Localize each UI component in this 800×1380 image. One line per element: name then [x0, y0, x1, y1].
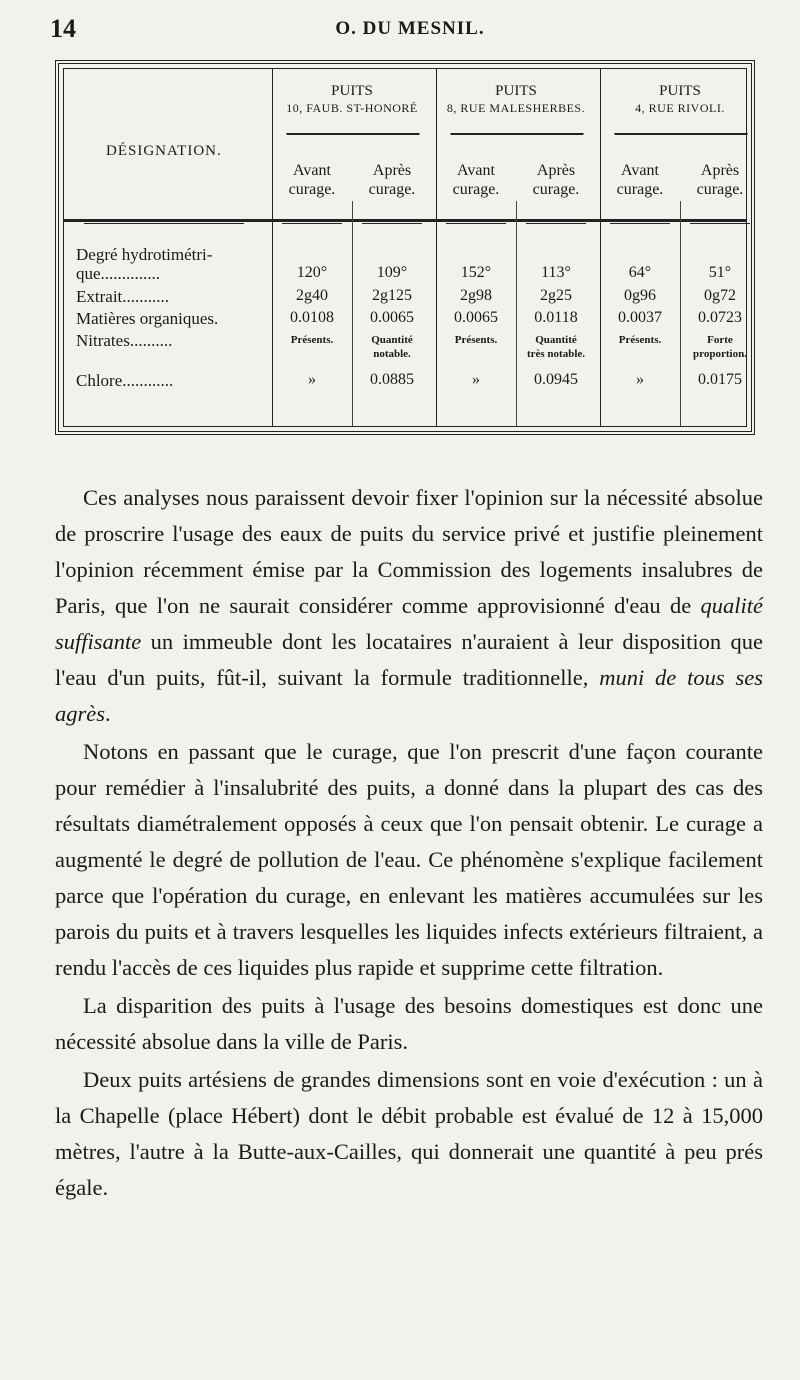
table-cell-line: Forte: [707, 334, 733, 346]
emphasis-muni: muni de tous ses agrès: [55, 665, 764, 726]
subcolumn-rule: [282, 223, 342, 224]
table-cell: 2g25: [540, 287, 572, 304]
paragraph-3: La disparition des puits à l'usage des besoins domestiques est donc une nécessité absolue dans la ville de Paris.: [55, 993, 763, 1054]
group-brace: [450, 133, 584, 141]
table-cell: 0.0885: [370, 371, 414, 388]
subcolumn-word: Avant: [457, 162, 495, 179]
subcolumn-word: Avant: [293, 162, 331, 179]
table-cell: [436, 333, 516, 347]
group-location: 8, RUE MALESHERBES.: [446, 101, 586, 115]
subcolumn-header: [352, 161, 432, 199]
subcolumn-word: curage.: [696, 181, 744, 198]
paragraph-4: Deux puits artésiens de grandes dimensions sont en voie d'exécution : un à la Chapelle (place Hébert) dont le débit probable est évalué de 12 à 15,000 mètres, l'autre à la Butte-aux-Cailles, qui donnerait une quantité à peu prés égale.: [55, 1067, 763, 1200]
body-text: [55, 480, 763, 1206]
table-cell: »: [472, 371, 480, 388]
table-body: [63, 68, 747, 427]
emphasis-qualite: qualité suffisante: [55, 593, 763, 654]
subcolumn-header: [272, 161, 352, 199]
subcolumn-word: Après: [372, 162, 412, 179]
table-cell: »: [636, 371, 644, 388]
table-cell: 113°: [541, 264, 571, 281]
table-cell-line: Présents.: [290, 334, 334, 346]
table-cell: 0.0723: [698, 309, 742, 326]
row-label-line: Nitrates..........: [76, 331, 173, 350]
table-cell: 152°: [460, 264, 492, 281]
subcolumn-word: Avant: [621, 162, 659, 179]
subcolumn-word: curage.: [616, 181, 664, 198]
subcolumn-word: Après: [536, 162, 576, 179]
table-cell: 64°: [628, 264, 652, 281]
group-brace: [614, 133, 748, 141]
subcolumn-word: curage.: [368, 181, 416, 198]
analysis-table: [55, 60, 755, 435]
group-location: 4, RUE RIVOLI.: [635, 101, 725, 115]
subcolumn-word: curage.: [452, 181, 500, 198]
table-cell: 0g96: [624, 287, 656, 304]
designation-rule: [84, 223, 244, 224]
page-number: 14: [50, 14, 76, 43]
table-cell: [680, 333, 760, 361]
row-label: [76, 245, 212, 283]
row-label: [76, 309, 218, 328]
table-cell-line: proportion.: [693, 348, 747, 360]
subcolumn-header: [680, 161, 760, 199]
group-header: [436, 83, 596, 117]
table-cell: [352, 333, 432, 361]
table-cell: 0.0118: [534, 309, 578, 326]
table-cell: 2g40: [296, 287, 328, 304]
row-label-line: Degré hydrotimétri-: [76, 245, 213, 264]
subcolumn-word: curage.: [532, 181, 580, 198]
group-location: 10, FAUB. ST-HONORÉ: [286, 101, 418, 115]
subcolumn-header: [436, 161, 516, 199]
table-cell: 2g125: [372, 287, 412, 304]
table-cell: 0.0065: [370, 309, 414, 326]
group-title: PUITS: [331, 83, 373, 99]
table-cell-line: très notable.: [526, 348, 586, 360]
row-label-line: Chlore............: [76, 371, 174, 390]
table-cell-line: Présents.: [454, 334, 498, 346]
table-cell: 0.0945: [534, 371, 578, 388]
subcolumn-rule: [526, 223, 586, 224]
table-cell-line: Présents.: [618, 334, 662, 346]
subcolumn-rule: [446, 223, 506, 224]
header-separator: [64, 219, 746, 222]
row-label: [76, 331, 172, 350]
table-cell: 120°: [296, 264, 328, 281]
subcolumn-rule: [362, 223, 422, 224]
row-label-line: Matières organiques.: [76, 309, 219, 328]
page-header: [50, 14, 770, 44]
table-cell: »: [308, 371, 316, 388]
table-cell: [272, 333, 352, 347]
paragraph-2: Notons en passant que le curage, que l'on prescrit d'une façon courante pour remédier à l'insalubrité des puits, a donné dans la plupart des cas des résultats diamétralement opposés à ceux que l'on pensait obtenir. Le curage a augmenté le degré de pollution de l'eau. Ce phénomène s'explique facilement parce que l'opération du curage, en enlevant les matières accumulées sur les parois du puits et à travers lesquelles les liquides infects extérieurs filtraient, a rendu l'accès de ces liquides plus rapide et supprime cette filtration.: [55, 739, 763, 980]
designation-header: DÉSIGNATION.: [106, 143, 222, 159]
subcolumn-word: Après: [700, 162, 740, 179]
table-cell-line: notable.: [373, 348, 411, 360]
row-label-line: Extrait...........: [76, 287, 170, 306]
table-cell-line: Quantité: [535, 334, 577, 346]
subcolumn-word: curage.: [288, 181, 336, 198]
row-label: [76, 287, 169, 306]
table-cell: 0.0175: [698, 371, 742, 388]
running-head: O. DU MESNIL.: [335, 18, 485, 39]
table-cell-line: Quantité: [371, 334, 413, 346]
group-brace: [286, 133, 420, 141]
subcolumn-rule: [690, 223, 750, 224]
table-cell: 2g98: [460, 287, 492, 304]
table-cell: 0g72: [704, 287, 736, 304]
group-title: PUITS: [495, 83, 537, 99]
table-cell: 0.0108: [290, 309, 334, 326]
paragraph-1: Ces analyses nous paraissent devoir fixer l'opinion sur la nécessité absolue de proscrire l'usage des eaux de puits du service privé et justifie pleinement l'opinion récemment émise par la Commission des logements insalubres de Paris, que l'on ne saurait considérer comme approvisionné d'eau de qualité suffisante un immeuble dont les locataires n'auraient à leur disposition que l'eau d'un puits, fût-il, suivant la formule traditionnelle, muni de tous ses agrès.: [55, 485, 764, 726]
table-cell: 109°: [376, 264, 408, 281]
group-header: [600, 83, 760, 117]
subcolumn-header: [516, 161, 596, 199]
row-label: [76, 371, 173, 390]
subcolumn-header: [600, 161, 680, 199]
table-cell: [600, 333, 680, 347]
group-title: PUITS: [659, 83, 701, 99]
group-header: [272, 83, 432, 117]
row-label-line: que..............: [76, 264, 161, 283]
subcolumn-rule: [610, 223, 670, 224]
table-cell: 0.0037: [618, 309, 662, 326]
table-cell: 51°: [708, 264, 732, 281]
table-cell: 0.0065: [454, 309, 498, 326]
table-cell: [516, 333, 596, 361]
